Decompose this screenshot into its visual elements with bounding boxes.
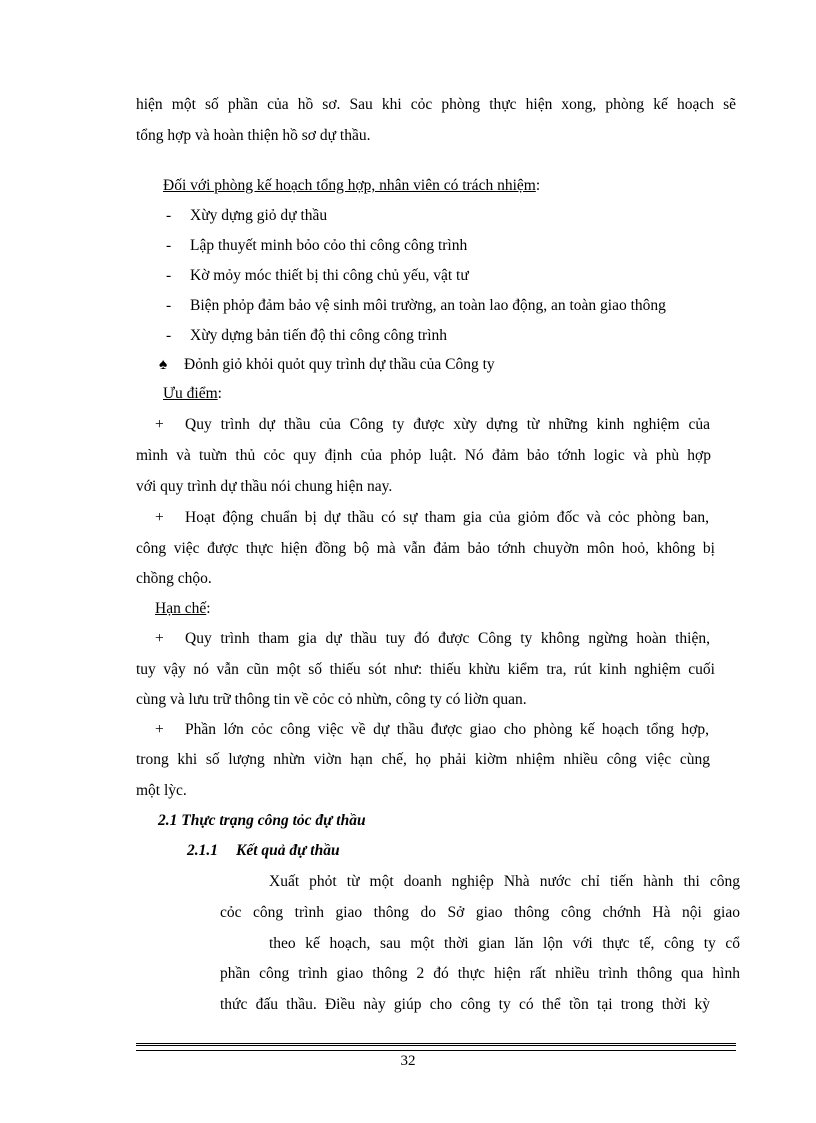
subsection-title: Kết quả đự thầu — [236, 842, 340, 859]
list-item-text: Xừy dựng bản tiến độ thi công công trình — [190, 327, 448, 344]
paragraph-line: chồng chộo. — [136, 570, 212, 587]
plus-bullet: + — [155, 721, 164, 738]
paragraph-line: công việc được thực hiện đồng bộ mà vẫn đảm bảo tớnh chuyờn môn hoỏ, không bị — [136, 540, 715, 557]
plus-bullet: + — [155, 416, 164, 433]
paragraph-line: cỏc công trình giao thông do Sở giao thông công chớnh Hà nội giao — [220, 904, 740, 921]
advantages-heading — [163, 384, 222, 404]
dash-bullet: - — [166, 267, 172, 284]
limitations-heading — [155, 599, 211, 619]
paragraph-line: trong khi số lượng nhừn viờn hạn chế, họ phải kiờm nhiệm nhiều công việc cùng — [136, 751, 710, 768]
dash-bullet: - — [166, 207, 172, 224]
paragraph-line: mình và tuừn thủ cỏc quy định của phỏp luật. Nó đảm bảo tớnh logic và phù hợp — [136, 447, 711, 464]
paragraph-line: Quy trình tham gia dự thầu tuy đó được Công ty không ngừng hoàn thiện, — [185, 630, 710, 647]
list-item-text: Biện phỏp đảm bảo vệ sinh môi trường, an toàn lao động, an toàn giao thông — [190, 297, 666, 314]
paragraph-line: tuy vậy nó vẫn cũn một số thiếu sót như: thiếu khừu kiểm tra, rút kinh nghiệm cuối — [136, 661, 715, 678]
paragraph-line: hiện một số phần của hồ sơ. Sau khi cỏc phòng thực hiện xong, phòng kế hoạch sẽ — [136, 96, 736, 113]
evaluation-heading: Đỏnh giỏ khỏi quỏt quy trình dự thầu của Công ty — [184, 356, 495, 373]
planning-dept-heading-text: Đối với phòng kế hoạch tổng hợp, nhân viên có trách nhiệm — [163, 177, 536, 194]
paragraph-line: cùng và lưu trữ thông tin về cỏc cỏ nhừn, công ty có liờn quan. — [136, 691, 527, 708]
paragraph-line: Hoạt động chuẩn bị dự thầu có sự tham gia của giỏm đốc và cỏc phòng ban, — [185, 509, 709, 526]
list-item-text: Kờ mỏy móc thiết bị thi công chủ yếu, vật tư — [190, 267, 469, 284]
paragraph-line: một lỳc. — [136, 782, 187, 799]
footer-divider-thin — [136, 1050, 736, 1051]
list-item-text: Lập thuyết minh bỏo cỏo thi công công trình — [190, 237, 468, 254]
paragraph-line: tổng hợp và hoàn thiện hồ sơ dự thầu. — [136, 127, 371, 144]
footer-divider — [136, 1043, 736, 1046]
heading-colon: : — [217, 385, 222, 402]
heading-colon: : — [206, 600, 211, 617]
paragraph-line: thức đấu thầu. Điều này giúp cho công ty có thể tồn tại trong thời kỳ — [220, 996, 710, 1013]
paragraph-line: theo kế hoạch, sau một thời gian lăn lộn với thực tế, công ty cổ — [269, 935, 740, 952]
page-number: 32 — [400, 1053, 416, 1069]
subsection-number: 2.1.1 — [187, 842, 218, 859]
list-item-text: Xừy dựng giỏ dự thầu — [190, 207, 328, 224]
advantages-heading-text: Ưu điểm — [163, 385, 218, 402]
paragraph-line: Xuất phỏt từ một doanh nghiệp Nhà nước chỉ tiến hành thi công — [269, 873, 740, 890]
plus-bullet: + — [155, 630, 164, 647]
dash-bullet: - — [166, 297, 172, 314]
paragraph-line: phần công trình giao thông 2 đó thực hiện rất nhiều trình thông qua hình — [220, 965, 740, 982]
limitations-heading-text: Hạn chế — [155, 600, 207, 617]
dash-bullet: - — [166, 327, 172, 344]
dash-bullet: - — [166, 237, 172, 254]
paragraph-line: với quy trình dự thầu nói chung hiện nay. — [136, 478, 393, 495]
heading-colon: : — [535, 177, 541, 194]
plus-bullet: + — [155, 509, 164, 526]
spade-icon: ♠ — [159, 356, 168, 373]
paragraph-line: Phần lớn cỏc công việc về dự thầu được giao cho phòng kế hoạch tổng hợp, — [185, 721, 709, 738]
paragraph-line: Quy trình dự thầu của Công ty được xừy dựng từ những kinh nghiệm của — [185, 416, 710, 433]
planning-dept-heading — [163, 176, 540, 196]
section-title: 2.1 Thực trạng công tỏc đự thầu — [158, 812, 366, 829]
